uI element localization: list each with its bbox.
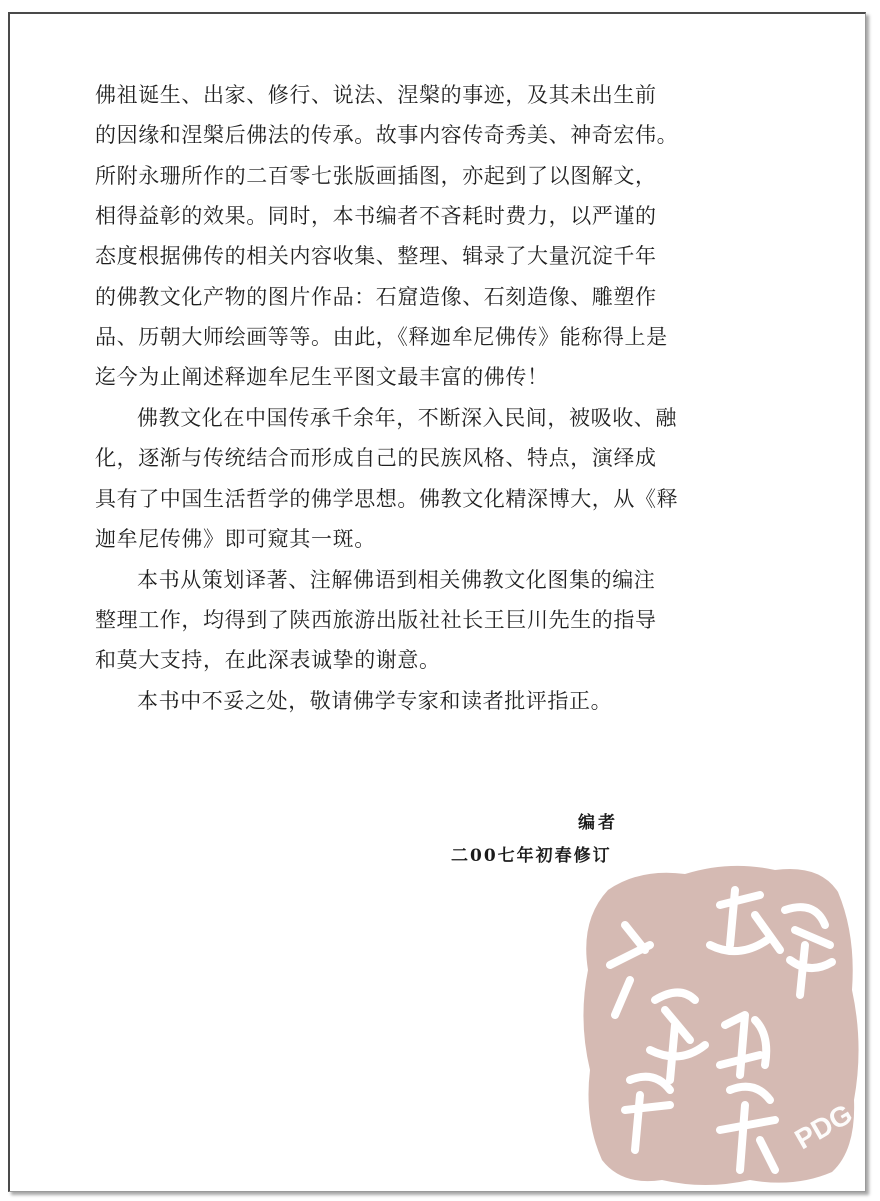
text-line: 迦牟尼传佛》即可窥其一斑。: [95, 527, 376, 551]
text-line: 和莫大支持，在此深表诚挚的谢意。: [95, 648, 441, 672]
text-line: 迄今为止阐述释迦牟尼生平图文最丰富的佛传！: [95, 365, 549, 389]
text-line: 的佛教文化产物的图片作品：石窟造像、石刻造像、雕塑作: [95, 285, 657, 309]
text-line: 本书中不妥之处，敬请佛学专家和读者批评指正。: [137, 689, 613, 713]
text-line: 态度根据佛传的相关内容收集、整理、辑录了大量沉淀千年: [95, 244, 657, 268]
seal-watermark: [570, 850, 870, 1190]
text-line: 本书从策划译著、注解佛语到相关佛教文化图集的编注: [137, 568, 656, 592]
text-line: 化，逐渐与传统结合而形成自己的民族风格、特点，演绎成: [95, 446, 657, 470]
text-line: 的因缘和涅槃后佛法的传承。故事内容传奇秀美、神奇宏伟。: [95, 123, 679, 147]
text-line: 具有了中国生活哲学的佛学思想。佛教文化精深博大，从《释: [95, 487, 679, 511]
text-line: 所附永珊所作的二百零七张版画插图，亦起到了以图解文，: [95, 164, 657, 188]
text-line: 佛祖诞生、出家、修行、说法、涅槃的事迹，及其未出生前: [95, 83, 657, 107]
text-line: 品、历朝大师绘画等等。由此，《释迦牟尼佛传》能称得上是: [95, 325, 668, 349]
text-line: 相得益彰的效果。同时，本书编者不吝耗时费力，以严谨的: [95, 204, 657, 228]
seal-text: PDG: [789, 1098, 858, 1156]
revision-date: 二00七年初春修订: [451, 846, 612, 866]
text-line: 佛教文化在中国传承千余年，不断深入民间，被吸收、融: [137, 406, 677, 430]
text-line: 整理工作，均得到了陕西旅游出版社社长王巨川先生的指导: [95, 608, 657, 632]
signature: 编者: [578, 813, 618, 833]
